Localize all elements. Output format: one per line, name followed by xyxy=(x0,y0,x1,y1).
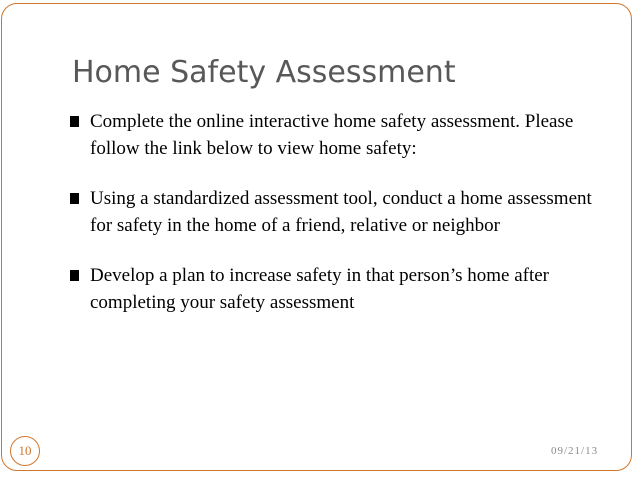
bullet-item xyxy=(70,108,610,162)
slide-title: Home Safety Assessment xyxy=(72,55,456,90)
bullet-icon xyxy=(70,193,79,204)
bullet-item xyxy=(70,262,610,316)
bullet-icon xyxy=(70,270,79,281)
slide-number-badge: 10 xyxy=(10,436,40,466)
slide-date: 09/21/13 xyxy=(551,445,599,457)
bullet-text: Develop a plan to increase safety in that person’s home after completing your safety assessment xyxy=(90,265,549,313)
bullet-list xyxy=(70,108,610,316)
bullet-text: Using a standardized assessment tool, conduct a home assessment for safety in the home of a friend, relative or neighbor xyxy=(90,188,592,236)
bullet-item xyxy=(70,185,610,239)
bullet-text: Complete the online interactive home safety assessment. Please follow the link below to view home safety: xyxy=(90,111,574,159)
bullet-icon xyxy=(70,116,79,127)
